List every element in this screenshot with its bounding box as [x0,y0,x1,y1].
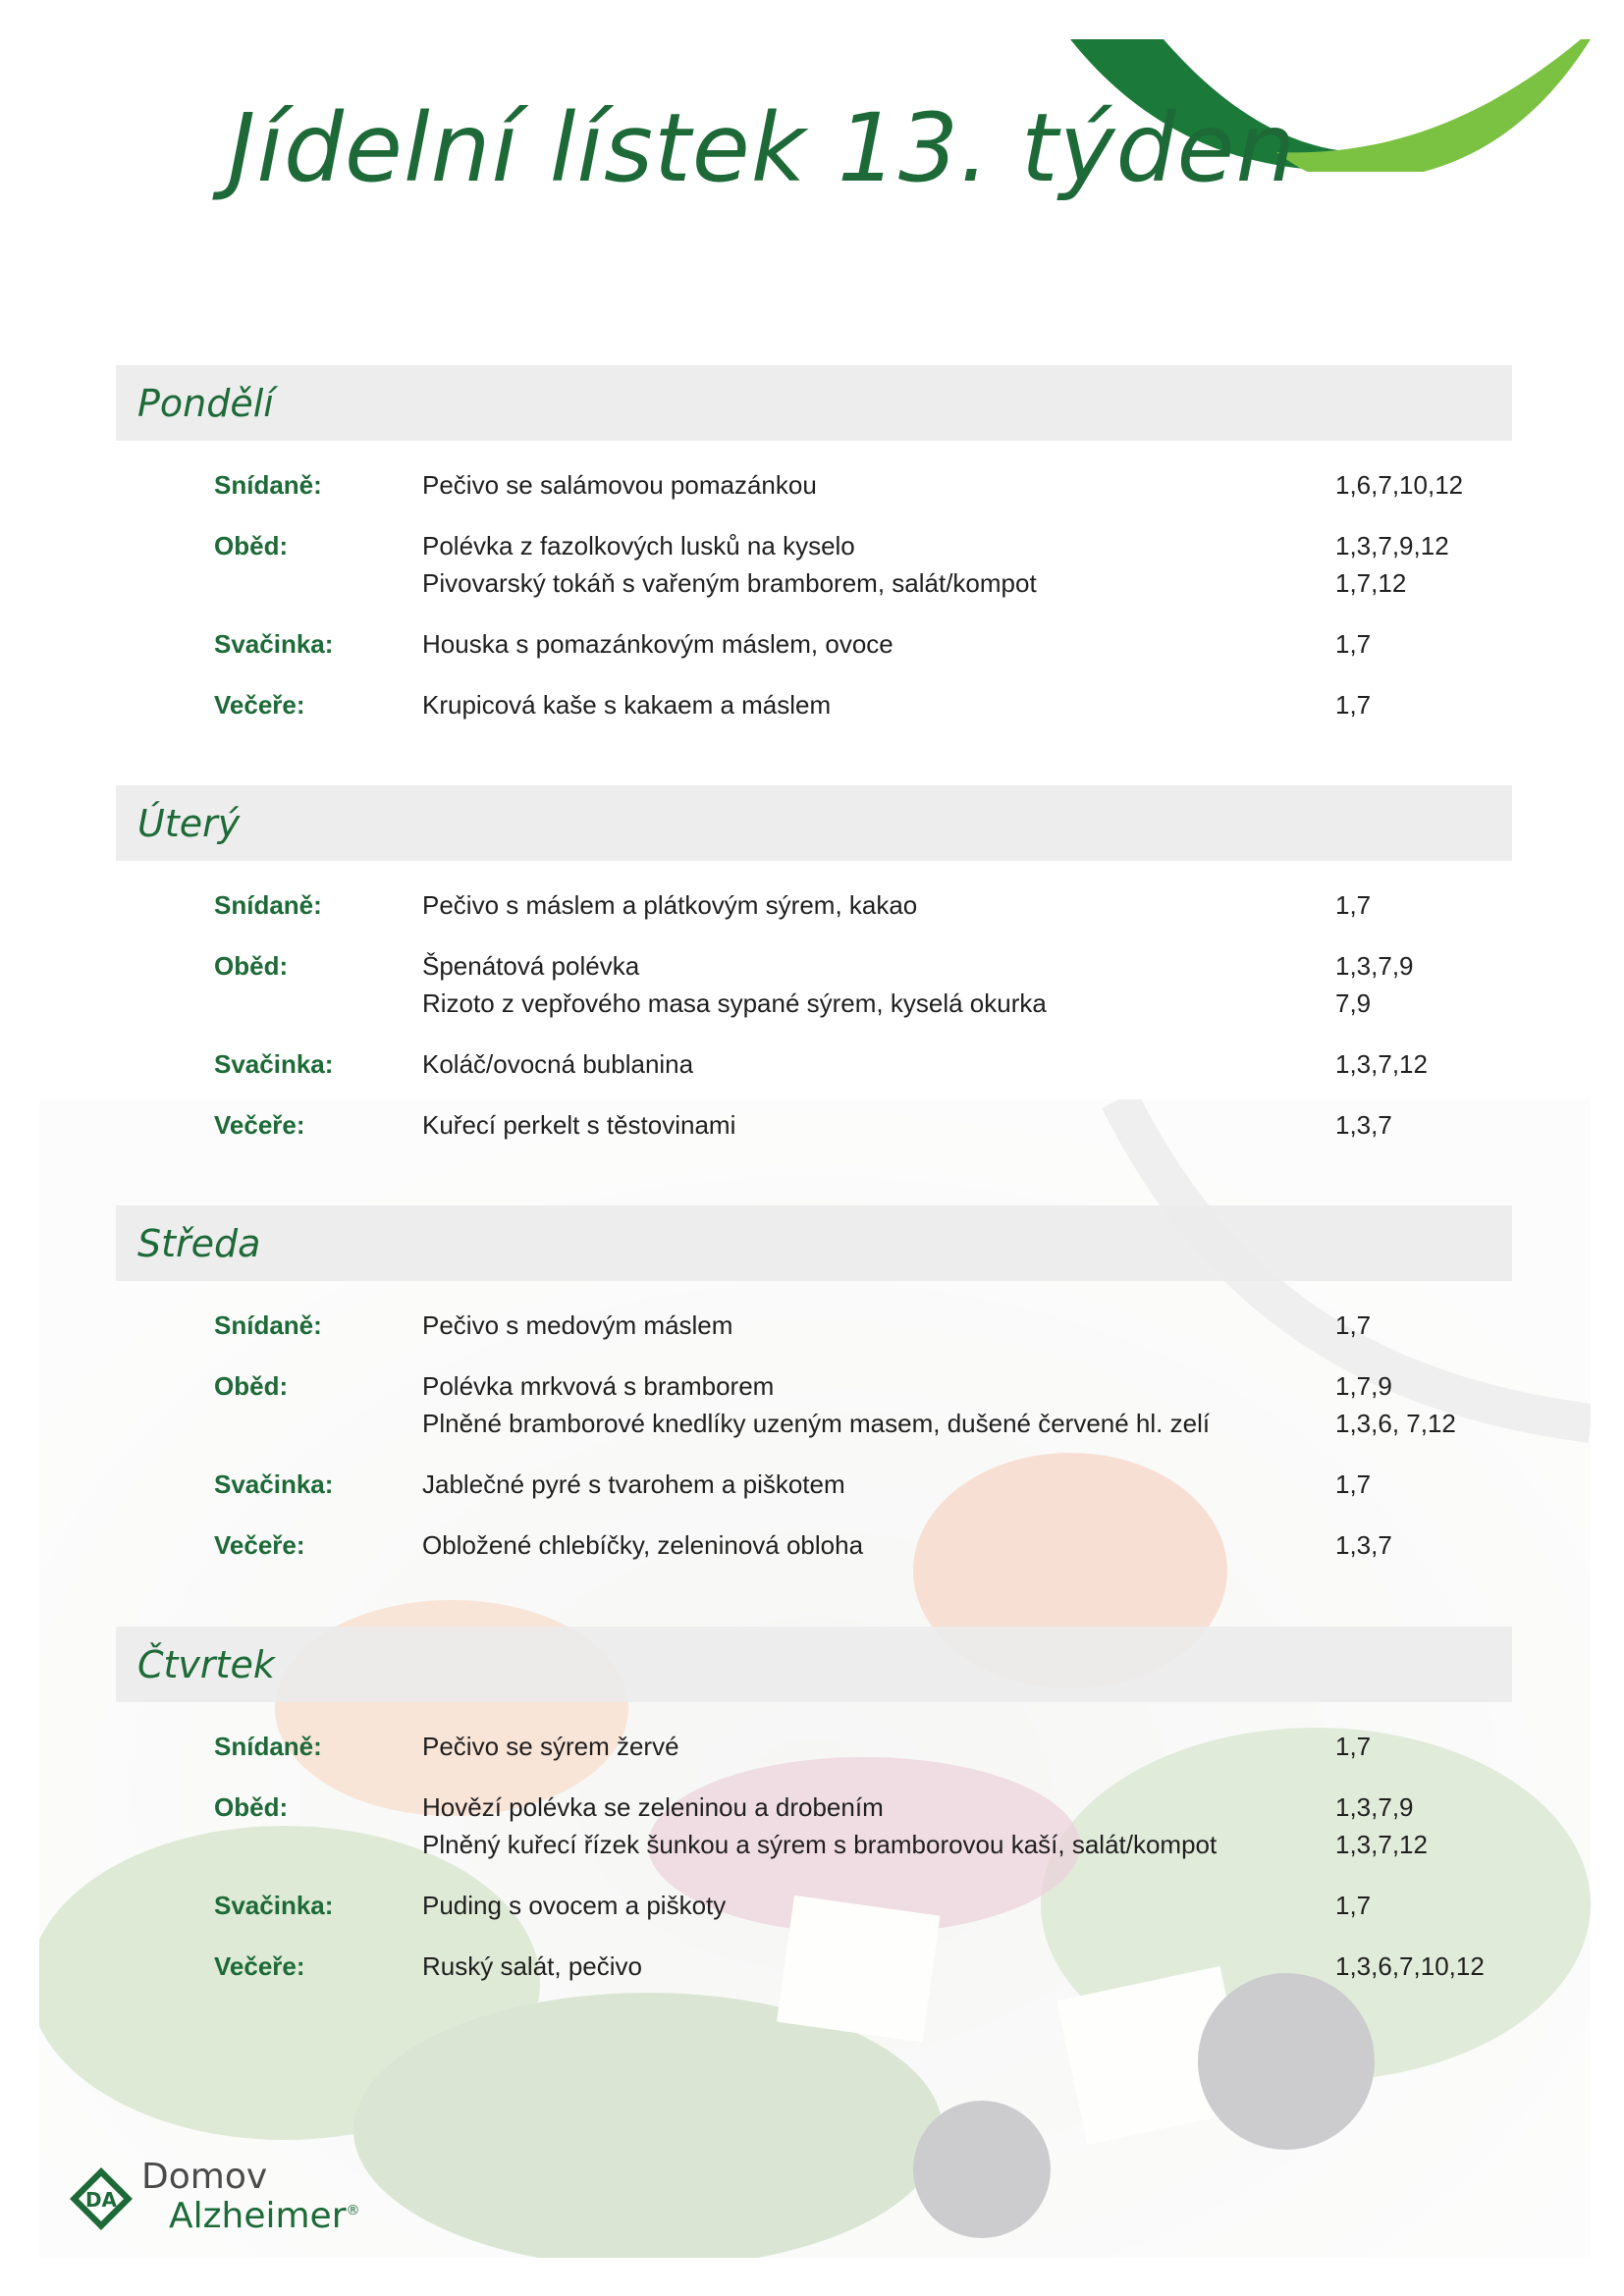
allergens: 1,3,6,7,10,12 [1335,1951,1485,1981]
dish: Ruský salát, pečivo [422,1951,642,1981]
dish: Pečivo s medovým máslem [422,1310,733,1340]
allergens: 1,7 [1335,1891,1372,1920]
allergens: 1,6,7,10,12 [1335,470,1464,500]
dish: Polévka z fazolkových lusků na kyselo [422,531,855,561]
allergens: 1,7 [1335,1732,1372,1761]
dish: Plněné bramborové knedlíky uzeným masem, dušené červené hl. zelí [422,1409,1211,1438]
allergens: 1,7 [1335,690,1372,720]
dish: Rizoto z vepřového masa sypané sýrem, kyselá okurka [422,988,1047,1018]
meal-label: Oběd: [214,951,289,981]
meal-label: Večeře: [214,690,305,720]
meal-label: Svačinka: [214,1891,334,1920]
allergens: 7,9 [1335,988,1372,1018]
dish: Jablečné pyré s tvarohem a piškotem [422,1469,845,1499]
meal-label: Snídaně: [214,890,322,920]
meal-label: Oběd: [214,1371,289,1401]
dish: Pečivo se salámovou pomazánkou [422,470,817,500]
meal-label: Večeře: [214,1951,305,1981]
dish: Pivovarský tokáň s vařeným bramborem, salát/kompot [422,568,1037,598]
allergens: 1,3,7,12 [1335,1830,1428,1859]
logo-text-alzheimer-word: Alzheimer [169,2196,347,2236]
day-name: Středa [137,1221,261,1265]
meal-label: Večeře: [214,1530,305,1560]
dish: Hovězí polévka se zeleninou a drobením [422,1792,884,1822]
day-section-thursday [116,1627,1512,1981]
meal-label: Oběd: [214,1792,289,1822]
dish: Koláč/ovocná bublanina [422,1049,694,1079]
logo-mark-text: DA [84,2188,118,2212]
dish: Obložené chlebíčky, zeleninová obloha [422,1530,864,1560]
day-name: Úterý [137,801,241,845]
allergens: 1,3,7 [1335,1530,1392,1560]
dish: Kuřecí perkelt s těstovinami [422,1110,736,1140]
allergens: 1,3,7 [1335,1110,1392,1140]
dish: Polévka mrkvová s bramborem [422,1371,775,1401]
meal-label: Svačinka: [214,1469,334,1499]
domov-alzheimer-logo [67,2155,381,2243]
day-header [116,1205,1512,1281]
day-name: Čtvrtek [137,1642,275,1686]
meal-label: Svačinka: [214,1049,334,1079]
day-header [116,1627,1512,1702]
allergens: 1,3,7,12 [1335,1049,1428,1079]
allergens: 1,7,9 [1335,1371,1392,1401]
meal-label: Večeře: [214,1110,305,1140]
logo-mark-icon [67,2164,135,2233]
allergens: 1,7,12 [1335,568,1407,598]
meal-label: Oběd: [214,531,289,561]
logo-text-alzheimer [169,2196,360,2236]
day-header [116,365,1512,441]
meal-label: Svačinka: [214,629,334,659]
dish: Krupicová kaše s kakaem a máslem [422,690,832,720]
day-name: Pondělí [137,381,274,425]
registered-mark: ® [346,2203,360,2218]
dish: Špenátová polévka [422,951,640,981]
logo-text-domov: Domov [141,2157,268,2197]
allergens: 1,7 [1335,629,1372,659]
meal-label: Snídaně: [214,470,322,500]
day-section-wednesday [116,1205,1512,1560]
dish: Houska s pomazánkovým máslem, ovoce [422,629,893,659]
allergens: 1,7 [1335,1469,1372,1499]
dish: Plněný kuřecí řízek šunkou a sýrem s bramborovou kaší, salát/kompot [422,1830,1218,1859]
page-title: Jídelní lístek 13. týden [228,93,1297,203]
allergens: 1,3,7,9,12 [1335,531,1449,561]
allergens: 1,3,7,9 [1335,951,1414,981]
allergens: 1,7 [1335,1310,1372,1340]
dish: Pečivo s máslem a plátkovým sýrem, kakao [422,890,918,920]
meal-label: Snídaně: [214,1310,322,1340]
allergens: 1,7 [1335,890,1372,920]
day-header [116,785,1512,861]
allergens: 1,3,7,9 [1335,1792,1414,1822]
day-section-monday [116,365,1512,720]
dish: Pečivo se sýrem žervé [422,1732,679,1761]
day-section-tuesday [116,785,1512,1140]
meal-label: Snídaně: [214,1732,322,1761]
dish: Puding s ovocem a piškoty [422,1891,727,1920]
allergens: 1,3,6, 7,12 [1335,1409,1456,1438]
